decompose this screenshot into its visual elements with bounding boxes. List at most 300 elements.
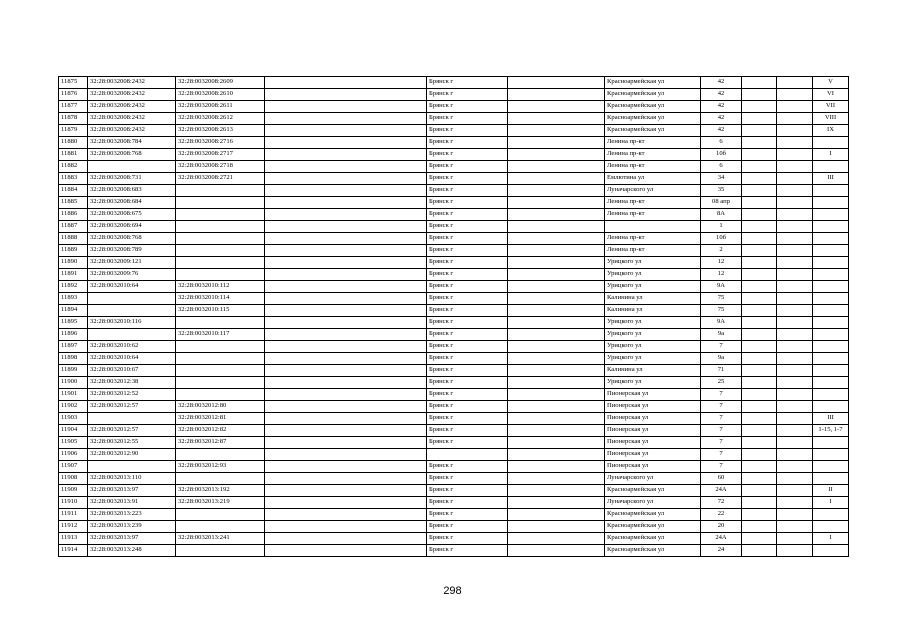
unit-cell: [813, 185, 849, 197]
cell-empty-b: [508, 521, 605, 533]
city-cell: Брянск г: [427, 149, 508, 161]
table-row: [59, 449, 849, 461]
cell-empty-d: [777, 317, 813, 329]
cell-empty-b: [508, 221, 605, 233]
city-cell: Брянск г: [427, 533, 508, 545]
unit-cell: [813, 461, 849, 473]
unit-cell: [813, 281, 849, 293]
cell-empty-d: [777, 329, 813, 341]
house-number-cell: 7: [701, 401, 742, 413]
row-number: 11879: [59, 125, 88, 137]
table-row: [59, 533, 849, 545]
cell-empty-d: [777, 497, 813, 509]
house-number-cell: 10б: [701, 233, 742, 245]
street-cell: Ленина пр-кт: [605, 149, 701, 161]
unit-cell: [813, 197, 849, 209]
street-cell: Луначарского ул: [605, 497, 701, 509]
house-number-cell: 25: [701, 377, 742, 389]
cadastral-number-object: 32:28:0032012:81: [176, 413, 265, 425]
cadastral-number-object: [176, 257, 265, 269]
city-cell: Брянск г: [427, 425, 508, 437]
cell-empty-a: [265, 485, 427, 497]
house-number-cell: 24: [701, 545, 742, 557]
cell-empty-c: [742, 197, 777, 209]
cell-empty-d: [777, 485, 813, 497]
street-cell: Емлютина ул: [605, 173, 701, 185]
unit-cell: [813, 269, 849, 281]
cadastral-number-object: 32:28:0032008:2610: [176, 89, 265, 101]
house-number-cell: 60: [701, 473, 742, 485]
cell-empty-c: [742, 389, 777, 401]
unit-cell: [813, 305, 849, 317]
house-number-cell: 35: [701, 185, 742, 197]
cell-empty-a: [265, 305, 427, 317]
cell-empty-b: [508, 197, 605, 209]
cell-empty-b: [508, 125, 605, 137]
cell-empty-a: [265, 257, 427, 269]
row-number: 11889: [59, 245, 88, 257]
unit-cell: [813, 389, 849, 401]
cadastral-number-object: [176, 509, 265, 521]
cell-empty-a: [265, 461, 427, 473]
city-cell: Брянск г: [427, 461, 508, 473]
cadastral-number-object: 32:28:0032012:87: [176, 437, 265, 449]
cell-empty-c: [742, 209, 777, 221]
row-number: 11914: [59, 545, 88, 557]
cell-empty-d: [777, 245, 813, 257]
street-cell: Калинина ул: [605, 365, 701, 377]
unit-cell: [813, 293, 849, 305]
cell-empty-b: [508, 233, 605, 245]
street-cell: Луначарского ул: [605, 473, 701, 485]
cadastral-number-object: 32:28:0032012:80: [176, 401, 265, 413]
row-number: 11901: [59, 389, 88, 401]
house-number-cell: 7: [701, 413, 742, 425]
table-row: [59, 509, 849, 521]
row-number: 11910: [59, 497, 88, 509]
table-row: [59, 197, 849, 209]
cadastral-number-parcel: 32:28:0032008:768: [88, 149, 176, 161]
table-body: [59, 77, 849, 557]
table-row: [59, 269, 849, 281]
cadastral-number-object: 32:28:0032013:192: [176, 485, 265, 497]
house-number-cell: 10б: [701, 149, 742, 161]
row-number: 11895: [59, 317, 88, 329]
cell-empty-d: [777, 257, 813, 269]
cell-empty-c: [742, 365, 777, 377]
cadastral-number-object: [176, 233, 265, 245]
cell-empty-c: [742, 497, 777, 509]
cadastral-number-object: 32:28:0032010:114: [176, 293, 265, 305]
cadastral-number-object: 32:28:0032013:241: [176, 533, 265, 545]
unit-cell: VII: [813, 101, 849, 113]
unit-cell: V: [813, 77, 849, 89]
cell-empty-a: [265, 449, 427, 461]
cell-empty-a: [265, 209, 427, 221]
cadastral-number-parcel: 32:28:0032008:784: [88, 137, 176, 149]
row-number: 11877: [59, 101, 88, 113]
house-number-cell: 20: [701, 521, 742, 533]
cell-empty-d: [777, 161, 813, 173]
cell-empty-c: [742, 305, 777, 317]
cell-empty-c: [742, 221, 777, 233]
cadastral-number-object: [176, 197, 265, 209]
street-cell: Ленина пр-кт: [605, 245, 701, 257]
city-cell: Брянск г: [427, 365, 508, 377]
cell-empty-a: [265, 137, 427, 149]
table-row: [59, 401, 849, 413]
row-number: 11883: [59, 173, 88, 185]
cadastral-number-object: [176, 521, 265, 533]
table-row: [59, 425, 849, 437]
row-number: 11892: [59, 281, 88, 293]
cadastral-number-parcel: 32:28:0032012:52: [88, 389, 176, 401]
cell-empty-b: [508, 545, 605, 557]
cell-empty-a: [265, 221, 427, 233]
city-cell: Брянск г: [427, 341, 508, 353]
house-number-cell: 9а: [701, 353, 742, 365]
table-row: [59, 545, 849, 557]
table-row: [59, 113, 849, 125]
table-row: [59, 161, 849, 173]
cell-empty-b: [508, 497, 605, 509]
cell-empty-a: [265, 545, 427, 557]
unit-cell: [813, 377, 849, 389]
cell-empty-d: [777, 233, 813, 245]
house-number-cell: 1: [701, 221, 742, 233]
cell-empty-c: [742, 161, 777, 173]
cell-empty-b: [508, 245, 605, 257]
cell-empty-c: [742, 281, 777, 293]
row-number: 11884: [59, 185, 88, 197]
street-cell: Красноармейская ул: [605, 101, 701, 113]
cell-empty-b: [508, 89, 605, 101]
unit-cell: [813, 449, 849, 461]
cell-empty-c: [742, 413, 777, 425]
cadastral-number-parcel: 32:28:0032008:731: [88, 173, 176, 185]
table-row: [59, 281, 849, 293]
cell-empty-c: [742, 137, 777, 149]
cadastral-number-object: 32:28:0032010:112: [176, 281, 265, 293]
street-cell: Пионерская ул: [605, 389, 701, 401]
table-row: [59, 485, 849, 497]
cell-empty-d: [777, 545, 813, 557]
cell-empty-b: [508, 137, 605, 149]
row-number: 11876: [59, 89, 88, 101]
row-number: 11885: [59, 197, 88, 209]
street-cell: Ленина пр-кт: [605, 233, 701, 245]
unit-cell: [813, 509, 849, 521]
cell-empty-c: [742, 317, 777, 329]
unit-cell: [813, 341, 849, 353]
cell-empty-d: [777, 125, 813, 137]
cell-empty-c: [742, 89, 777, 101]
cell-empty-b: [508, 473, 605, 485]
cell-empty-a: [265, 281, 427, 293]
cell-empty-c: [742, 545, 777, 557]
cell-empty-d: [777, 209, 813, 221]
cell-empty-c: [742, 185, 777, 197]
unit-cell: [813, 473, 849, 485]
cadastral-number-parcel: 32:28:0032013:97: [88, 485, 176, 497]
city-cell: Брянск г: [427, 173, 508, 185]
cell-empty-b: [508, 149, 605, 161]
cadastral-number-object: 32:28:0032012:82: [176, 425, 265, 437]
house-number-cell: 42: [701, 113, 742, 125]
city-cell: Брянск г: [427, 485, 508, 497]
street-cell: Красноармейская ул: [605, 77, 701, 89]
cell-empty-c: [742, 425, 777, 437]
cadastral-number-object: 32:28:0032008:2717: [176, 149, 265, 161]
cadastral-number-object: [176, 377, 265, 389]
city-cell: Брянск г: [427, 257, 508, 269]
row-number: 11912: [59, 521, 88, 533]
cadastral-number-object: [176, 545, 265, 557]
table-row: [59, 305, 849, 317]
cadastral-number-parcel: 32:28:0032012:38: [88, 377, 176, 389]
city-cell: Брянск г: [427, 545, 508, 557]
house-number-cell: 42: [701, 77, 742, 89]
cell-empty-b: [508, 329, 605, 341]
table-row: [59, 77, 849, 89]
cell-empty-b: [508, 425, 605, 437]
cell-empty-c: [742, 461, 777, 473]
city-cell: Брянск г: [427, 209, 508, 221]
cell-empty-d: [777, 365, 813, 377]
table-row: [59, 245, 849, 257]
house-number-cell: 2: [701, 245, 742, 257]
cell-empty-a: [265, 233, 427, 245]
cell-empty-d: [777, 425, 813, 437]
table-row: [59, 497, 849, 509]
cadastral-number-object: [176, 365, 265, 377]
cadastral-number-parcel: 32:28:0032008:683: [88, 185, 176, 197]
cadastral-number-object: 32:28:0032012:93: [176, 461, 265, 473]
cell-empty-d: [777, 377, 813, 389]
cadastral-number-parcel: 32:28:0032008:694: [88, 221, 176, 233]
cadastral-number-object: [176, 245, 265, 257]
cell-empty-b: [508, 461, 605, 473]
cadastral-number-parcel: 32:28:0032012:55: [88, 437, 176, 449]
cell-empty-a: [265, 413, 427, 425]
page-number: 298: [443, 585, 462, 597]
cell-empty-a: [265, 509, 427, 521]
house-number-cell: 24А: [701, 485, 742, 497]
house-number-cell: 75: [701, 305, 742, 317]
row-number: 11881: [59, 149, 88, 161]
cell-empty-b: [508, 485, 605, 497]
table-row: [59, 341, 849, 353]
city-cell: Брянск г: [427, 497, 508, 509]
row-number: 11893: [59, 293, 88, 305]
cadastral-number-parcel: 32:28:0032010:64: [88, 353, 176, 365]
cadastral-number-parcel: 32:28:0032013:110: [88, 473, 176, 485]
cell-empty-b: [508, 341, 605, 353]
cell-empty-d: [777, 137, 813, 149]
cadastral-number-object: 32:28:0032008:2718: [176, 161, 265, 173]
house-number-cell: 7: [701, 389, 742, 401]
city-cell: Брянск г: [427, 509, 508, 521]
cadastral-number-parcel: 32:28:0032008:2432: [88, 101, 176, 113]
cell-empty-c: [742, 341, 777, 353]
table-row: [59, 389, 849, 401]
table-row: [59, 473, 849, 485]
city-cell: Брянск г: [427, 401, 508, 413]
cell-empty-d: [777, 221, 813, 233]
house-number-cell: 7: [701, 449, 742, 461]
cadastral-number-object: [176, 389, 265, 401]
cell-empty-d: [777, 269, 813, 281]
cell-empty-d: [777, 509, 813, 521]
cadastral-number-parcel: 32:28:0032013:91: [88, 497, 176, 509]
street-cell: Красноармейская ул: [605, 545, 701, 557]
cadastral-number-parcel: 32:28:0032008:768: [88, 233, 176, 245]
row-number: 11891: [59, 269, 88, 281]
row-number: 11898: [59, 353, 88, 365]
street-cell: Урицкого ул: [605, 353, 701, 365]
cadastral-number-parcel: 32:28:0032009:76: [88, 269, 176, 281]
table-row: [59, 101, 849, 113]
cell-empty-c: [742, 353, 777, 365]
row-number: 11894: [59, 305, 88, 317]
street-cell: [605, 221, 701, 233]
street-cell: Урицкого ул: [605, 317, 701, 329]
cadastral-number-parcel: 32:28:0032008:2432: [88, 77, 176, 89]
street-cell: Пионерская ул: [605, 413, 701, 425]
cell-empty-a: [265, 533, 427, 545]
cell-empty-b: [508, 209, 605, 221]
row-number: 11878: [59, 113, 88, 125]
cell-empty-c: [742, 485, 777, 497]
cadastral-number-object: 32:28:0032008:2721: [176, 173, 265, 185]
house-number-cell: 42: [701, 101, 742, 113]
city-cell: Брянск г: [427, 137, 508, 149]
unit-cell: [813, 137, 849, 149]
cadastral-number-parcel: [88, 161, 176, 173]
street-cell: Пионерская ул: [605, 437, 701, 449]
cell-empty-a: [265, 101, 427, 113]
unit-cell: [813, 353, 849, 365]
house-number-cell: 6: [701, 137, 742, 149]
street-cell: Пионерская ул: [605, 461, 701, 473]
cell-empty-b: [508, 257, 605, 269]
cell-empty-b: [508, 365, 605, 377]
row-number: 11911: [59, 509, 88, 521]
cell-empty-c: [742, 257, 777, 269]
row-number: 11904: [59, 425, 88, 437]
street-cell: Красноармейская ул: [605, 533, 701, 545]
cell-empty-b: [508, 281, 605, 293]
cell-empty-d: [777, 341, 813, 353]
street-cell: Луначарского ул: [605, 185, 701, 197]
row-number: 11897: [59, 341, 88, 353]
table-row: [59, 185, 849, 197]
cell-empty-c: [742, 329, 777, 341]
cadastral-number-parcel: 32:28:0032009:121: [88, 257, 176, 269]
street-cell: Красноармейская ул: [605, 113, 701, 125]
cadastral-number-parcel: 32:28:0032013:97: [88, 533, 176, 545]
house-number-cell: 7: [701, 425, 742, 437]
cadastral-number-object: 32:28:0032008:2612: [176, 113, 265, 125]
cell-empty-d: [777, 149, 813, 161]
cell-empty-c: [742, 173, 777, 185]
cell-empty-b: [508, 437, 605, 449]
house-number-cell: 7: [701, 437, 742, 449]
cadastral-number-parcel: 32:28:0032008:2432: [88, 113, 176, 125]
cell-empty-d: [777, 293, 813, 305]
cell-empty-d: [777, 449, 813, 461]
cell-empty-a: [265, 77, 427, 89]
unit-cell: [813, 257, 849, 269]
cell-empty-a: [265, 401, 427, 413]
unit-cell: [813, 521, 849, 533]
cadastral-number-parcel: [88, 329, 176, 341]
street-cell: Ленина пр-кт: [605, 209, 701, 221]
cell-empty-b: [508, 101, 605, 113]
city-cell: Брянск г: [427, 317, 508, 329]
row-number: 11890: [59, 257, 88, 269]
street-cell: Красноармейская ул: [605, 509, 701, 521]
cell-empty-c: [742, 245, 777, 257]
unit-cell: [813, 329, 849, 341]
cell-empty-b: [508, 401, 605, 413]
cell-empty-c: [742, 149, 777, 161]
street-cell: Урицкого ул: [605, 377, 701, 389]
cell-empty-d: [777, 461, 813, 473]
cell-empty-c: [742, 77, 777, 89]
cadastral-number-object: 32:28:0032008:2611: [176, 101, 265, 113]
cell-empty-a: [265, 341, 427, 353]
table-row: [59, 149, 849, 161]
unit-cell: [813, 437, 849, 449]
cell-empty-d: [777, 101, 813, 113]
cell-empty-d: [777, 113, 813, 125]
cell-empty-b: [508, 317, 605, 329]
cell-empty-b: [508, 413, 605, 425]
unit-cell: VIII: [813, 113, 849, 125]
cell-empty-a: [265, 521, 427, 533]
unit-cell: VI: [813, 89, 849, 101]
city-cell: Брянск г: [427, 233, 508, 245]
house-number-cell: 34: [701, 173, 742, 185]
cadastral-number-parcel: [88, 305, 176, 317]
house-number-cell: 24А: [701, 533, 742, 545]
cell-empty-a: [265, 377, 427, 389]
unit-cell: II: [813, 485, 849, 497]
cell-empty-b: [508, 389, 605, 401]
cadastral-number-parcel: 32:28:0032010:116: [88, 317, 176, 329]
row-number: 11888: [59, 233, 88, 245]
cell-empty-a: [265, 113, 427, 125]
row-number: 11900: [59, 377, 88, 389]
cell-empty-a: [265, 161, 427, 173]
row-number: 11913: [59, 533, 88, 545]
row-number: 11896: [59, 329, 88, 341]
cadastral-number-object: [176, 209, 265, 221]
cadastral-number-parcel: 32:28:0032008:2432: [88, 125, 176, 137]
cell-empty-b: [508, 533, 605, 545]
cell-empty-b: [508, 269, 605, 281]
cadastral-number-object: [176, 269, 265, 281]
cell-empty-a: [265, 245, 427, 257]
street-cell: Урицкого ул: [605, 341, 701, 353]
cadastral-number-object: 32:28:0032008:2613: [176, 125, 265, 137]
cadastral-number-object: [176, 449, 265, 461]
street-cell: Ленина пр-кт: [605, 197, 701, 209]
row-number: 11908: [59, 473, 88, 485]
unit-cell: I: [813, 497, 849, 509]
unit-cell: [813, 317, 849, 329]
